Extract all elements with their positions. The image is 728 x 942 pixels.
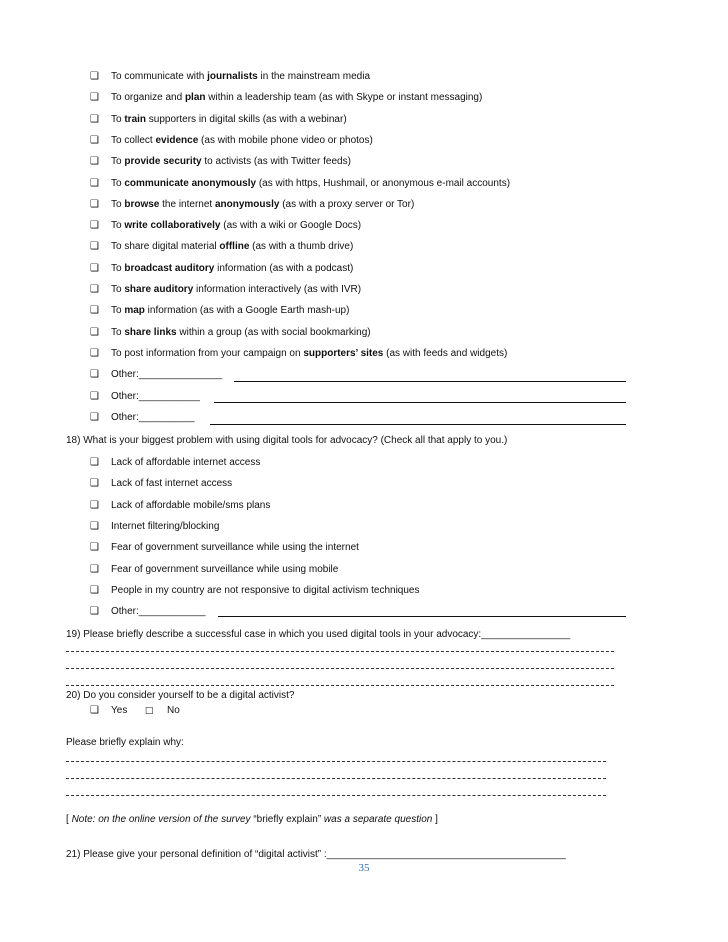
q18-option[interactable] xyxy=(90,520,219,534)
checkbox-icon[interactable]: □ xyxy=(144,706,154,716)
q17-option[interactable] xyxy=(90,91,482,105)
explain-prompt: Please briefly explain why: xyxy=(66,737,184,748)
option-text: Lack of fast internet access xyxy=(111,478,233,489)
q18-option[interactable] xyxy=(90,563,338,577)
option-keyword: journalists xyxy=(207,71,258,82)
q18-option[interactable] xyxy=(90,499,270,513)
checkbox-icon[interactable]: ❑ xyxy=(90,305,99,316)
question-18: 18) What is your biggest problem with using digital tools for advocacy? (Check all that apply to you.) xyxy=(66,435,508,446)
option-keyword: provide security xyxy=(124,156,202,167)
checkbox-icon[interactable]: ❑ xyxy=(90,521,99,532)
q17-option[interactable] xyxy=(90,198,414,212)
q18-option[interactable] xyxy=(90,584,420,598)
option-keyword: train xyxy=(124,114,147,125)
q18-option[interactable] xyxy=(90,477,232,491)
checkbox-icon[interactable]: ❑ xyxy=(90,92,99,103)
no-label: No xyxy=(166,705,180,716)
page-number: 35 xyxy=(358,862,370,874)
note-quote: “briefly explain” xyxy=(250,814,324,825)
option-text: information (as with a Google Earth mash-up) xyxy=(144,305,350,316)
checkbox-icon[interactable]: ❑ xyxy=(90,348,99,359)
checkbox-icon[interactable]: ❑ xyxy=(90,327,99,338)
note-bracket-open: [ xyxy=(66,814,72,825)
question-21: 21) Please give your personal definition of “digital activist” :___________________________________________ xyxy=(66,849,566,860)
checkbox-icon[interactable]: ❑ xyxy=(90,606,99,617)
option-text: To collect xyxy=(111,135,156,146)
option-text: To xyxy=(111,263,125,274)
checkbox-icon[interactable]: ❑ xyxy=(90,114,99,125)
option-keyword: broadcast auditory xyxy=(124,263,215,274)
option-text: To organize and xyxy=(111,92,185,103)
option-text: To xyxy=(111,199,125,210)
answer-line[interactable] xyxy=(66,651,614,652)
checkbox-icon[interactable]: ❑ xyxy=(90,391,99,402)
option-text: Other:____________ xyxy=(111,606,206,617)
option-text: To xyxy=(111,156,125,167)
q17-option[interactable] xyxy=(90,113,347,127)
option-text: to activists (as with Twitter feeds) xyxy=(201,156,351,167)
option-keyword: browse xyxy=(124,199,160,210)
q17-option[interactable] xyxy=(90,134,373,148)
option-text: Internet filtering/blocking xyxy=(111,521,220,532)
q17-option[interactable] xyxy=(90,262,353,276)
option-keyword: write collaboratively xyxy=(124,220,221,231)
option-text: information interactively (as with IVR) xyxy=(193,284,362,295)
option-text: Fear of government surveillance while using mobile xyxy=(111,564,339,575)
option-text: To xyxy=(111,305,125,316)
q18-option[interactable] xyxy=(90,541,359,555)
option-text: within a leadership team (as with Skype or instant messaging) xyxy=(205,92,483,103)
option-text: To xyxy=(111,114,125,125)
answer-line[interactable] xyxy=(66,685,614,686)
option-text: supporters in digital skills (as with a webinar) xyxy=(146,114,347,125)
question-20: 20) Do you consider yourself to be a digital activist? xyxy=(66,690,295,701)
option-text: People in my country are not responsive to digital activism techniques xyxy=(111,585,420,596)
q17-option[interactable] xyxy=(90,411,194,425)
q17-option[interactable] xyxy=(90,326,371,340)
yes-label: Yes xyxy=(111,705,128,716)
option-text: Fear of government surveillance while using the internet xyxy=(111,542,359,553)
option-text: (as with https, Hushmail, or anonymous e-mail accounts) xyxy=(256,178,511,189)
other-line-1 xyxy=(234,381,626,382)
q18-option[interactable] xyxy=(90,456,260,470)
option-keyword: map xyxy=(124,305,145,316)
answer-line[interactable] xyxy=(66,778,606,779)
option-text: (as with feeds and widgets) xyxy=(383,348,508,359)
checkbox-icon[interactable]: ❑ xyxy=(90,369,99,380)
checkbox-icon[interactable]: ❑ xyxy=(90,457,99,468)
q18-option[interactable] xyxy=(90,605,206,619)
option-text: To share digital material xyxy=(111,241,220,252)
checkbox-icon[interactable]: ❑ xyxy=(90,564,99,575)
option-text: To communicate with xyxy=(111,71,208,82)
option-text: Lack of affordable internet access xyxy=(111,457,261,468)
checkbox-icon[interactable]: ❑ xyxy=(90,241,99,252)
option-keyword: share auditory xyxy=(124,284,194,295)
option-keyword: share links xyxy=(124,327,177,338)
answer-line[interactable] xyxy=(66,795,606,796)
q17-option[interactable] xyxy=(90,70,370,84)
option-text: Lack of affordable mobile/sms plans xyxy=(111,500,271,511)
checkbox-icon[interactable]: ❑ xyxy=(90,220,99,231)
option-text: (as with a thumb drive) xyxy=(249,241,354,252)
checkbox-icon[interactable]: ❑ xyxy=(90,135,99,146)
q17-option[interactable] xyxy=(90,219,361,233)
answer-line[interactable] xyxy=(66,761,606,762)
checkbox-icon[interactable]: ❑ xyxy=(90,705,99,716)
option-text: Other:_______________ xyxy=(111,369,223,380)
option-text: in the mainstream media xyxy=(257,71,371,82)
checkbox-icon[interactable]: ❑ xyxy=(90,199,99,210)
q17-option[interactable] xyxy=(90,368,222,382)
option-keyword: offline xyxy=(219,241,250,252)
option-keyword: supporters’ sites xyxy=(303,348,384,359)
checkbox-icon[interactable]: ❑ xyxy=(90,284,99,295)
option-text: Other:___________ xyxy=(111,391,200,402)
other-line-4 xyxy=(218,616,626,617)
option-keyword: communicate anonymously xyxy=(124,178,257,189)
q17-option[interactable] xyxy=(90,390,200,404)
option-text: To xyxy=(111,327,125,338)
option-text: (as with a wiki or Google Docs) xyxy=(220,220,362,231)
note-bracket-close: ] xyxy=(432,814,438,825)
q17-option[interactable] xyxy=(90,304,349,318)
q17-option[interactable] xyxy=(90,283,361,297)
question-19: 19) Please briefly describe a successful case in which you used digital tools in your advocacy:________________ xyxy=(66,629,571,640)
checkbox-icon[interactable]: ❑ xyxy=(90,412,99,423)
yes-option[interactable] xyxy=(90,704,180,718)
checkbox-icon[interactable]: ❑ xyxy=(90,263,99,274)
q17-option[interactable] xyxy=(90,240,353,254)
survey-note xyxy=(66,813,438,827)
checkbox-icon[interactable]: ❑ xyxy=(90,585,99,596)
q17-option[interactable] xyxy=(90,177,510,191)
option-text: (as with mobile phone video or photos) xyxy=(198,135,373,146)
option-text: within a group (as with social bookmarking) xyxy=(176,327,371,338)
checkbox-icon[interactable]: ❑ xyxy=(90,178,99,189)
q17-option[interactable] xyxy=(90,155,351,169)
checkbox-icon[interactable]: ❑ xyxy=(90,156,99,167)
option-text: To xyxy=(111,178,125,189)
option-keyword: plan xyxy=(184,92,206,103)
checkbox-icon[interactable]: ❑ xyxy=(90,500,99,511)
option-keyword: evidence xyxy=(155,135,199,146)
answer-line[interactable] xyxy=(66,668,614,669)
note-text-italic: Note: on the online version of the survey xyxy=(71,814,251,825)
checkbox-icon[interactable]: ❑ xyxy=(90,478,99,489)
q17-option[interactable] xyxy=(90,347,507,361)
checkbox-icon[interactable]: ❑ xyxy=(90,71,99,82)
option-text: Other:__________ xyxy=(111,412,195,423)
other-line-2 xyxy=(214,402,626,403)
option-text: the internet xyxy=(159,199,215,210)
note-text-italic-2: was a separate question xyxy=(323,814,433,825)
other-line-3 xyxy=(210,424,626,425)
checkbox-icon[interactable]: ❑ xyxy=(90,542,99,553)
option-text: To post information from your campaign on xyxy=(111,348,304,359)
option-text: To xyxy=(111,220,125,231)
option-text: information (as with a podcast) xyxy=(214,263,354,274)
option-keyword: anonymously xyxy=(214,199,280,210)
option-text: (as with a proxy server or Tor) xyxy=(279,199,415,210)
option-text: To xyxy=(111,284,125,295)
